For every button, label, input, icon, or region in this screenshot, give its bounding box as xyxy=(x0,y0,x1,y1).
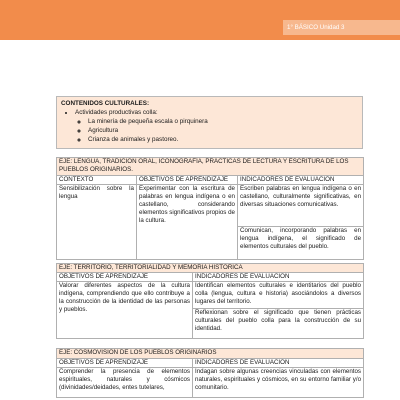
column-header-objetivos: OBJETIVOS DE APRENDIZAJE xyxy=(57,359,193,368)
contenidos-list xyxy=(61,108,358,144)
indicador-cell: Reflexionan sobre el significado que tienen prácticas culturales del pueblo colla para la construcción de su identidad. xyxy=(193,309,364,339)
column-header-indicadores: INDICADORES DE EVALUACIÓN xyxy=(193,359,364,368)
list-item: ◦ Crianza de animales y pastoreo. xyxy=(88,135,358,144)
eje-cosmovision-title: EJE: COSMOVISIÓN DE LOS PUEBLOS ORIGINARIOS xyxy=(57,349,364,359)
unit-tab: 1° BÁSICO Unidad 3 xyxy=(283,20,400,35)
objetivo-cell: Comprender la presencia de elementos espirituales, naturales y cósmicos (divinidades/deidades, entes tutelares, xyxy=(57,368,193,398)
eje-territorio-title: EJE: TERRITORIO, TERRITORIALIDAD Y MEMORIA HISTÓRICA xyxy=(57,264,364,273)
list-item: ◦ Agricultura xyxy=(88,126,358,135)
eje-lengua-title: EJE: LENGUA, TRADICIÓN ORAL, ICONOGRAFÍA, PRÁCTICAS DE LECTURA Y ESCRITURA DE LOS PUEBLOS ORIGINARIOS. xyxy=(57,158,364,176)
list-item xyxy=(75,108,358,144)
sub-list xyxy=(75,117,358,144)
column-header-objetivos: OBJETIVOS DE APRENDIZAJE xyxy=(137,176,238,185)
eje-territorio-table xyxy=(56,263,364,339)
column-header-contexto: CONTEXTO xyxy=(57,176,137,185)
contenidos-title: CONTENIDOS CULTURALES: xyxy=(61,100,150,107)
column-header-indicadores: INDICADORES DE EVALUACIÓN xyxy=(193,273,364,282)
list-item: ◦ La minería de pequeña escala o pirquinera xyxy=(88,117,358,126)
indicador-cell: Indagan sobre algunas creencias vinculadas con elementos naturales, espirituales y cósmicos, en su entorno familiar y/o comunitario. xyxy=(193,368,364,398)
indicador-cell: Comunican, incorporando palabras en lengua indígena, el significado de elementos culturales del pueblo. xyxy=(238,227,364,260)
indicador-cell: Identifican elementos culturales e identitarios del pueblo colla (lengua, cultura e historia) asociándolos a diversos lugares del territorio. xyxy=(193,282,364,309)
list-item-label: Actividades productivas colla: xyxy=(75,109,158,116)
eje-cosmovision-table xyxy=(56,348,364,398)
column-header-objetivos: OBJETIVOS DE APRENDIZAJE xyxy=(57,273,193,282)
indicador-cell: Escriben palabras en lengua indígena o en castellano, culturalmente significativas, en diversas situaciones comunicativas. xyxy=(238,185,364,227)
column-header-indicadores: INDICADORES DE EVALUACIÓN xyxy=(238,176,364,185)
objetivo-cell: Valorar diferentes aspectos de la cultura indígena, comprendiendo que ello contribuye a la construcción de la identidad de las personas y pueblos. xyxy=(57,282,193,339)
objetivo-cell: Experimentar con la escritura de palabras en lengua indígena o en castellano, considerando elementos significativos propios de la cultura. xyxy=(137,185,238,260)
contenidos-culturales-box xyxy=(56,96,363,149)
eje-lengua-table xyxy=(56,157,364,260)
contexto-cell: Sensibilización sobre la lengua xyxy=(57,185,137,260)
